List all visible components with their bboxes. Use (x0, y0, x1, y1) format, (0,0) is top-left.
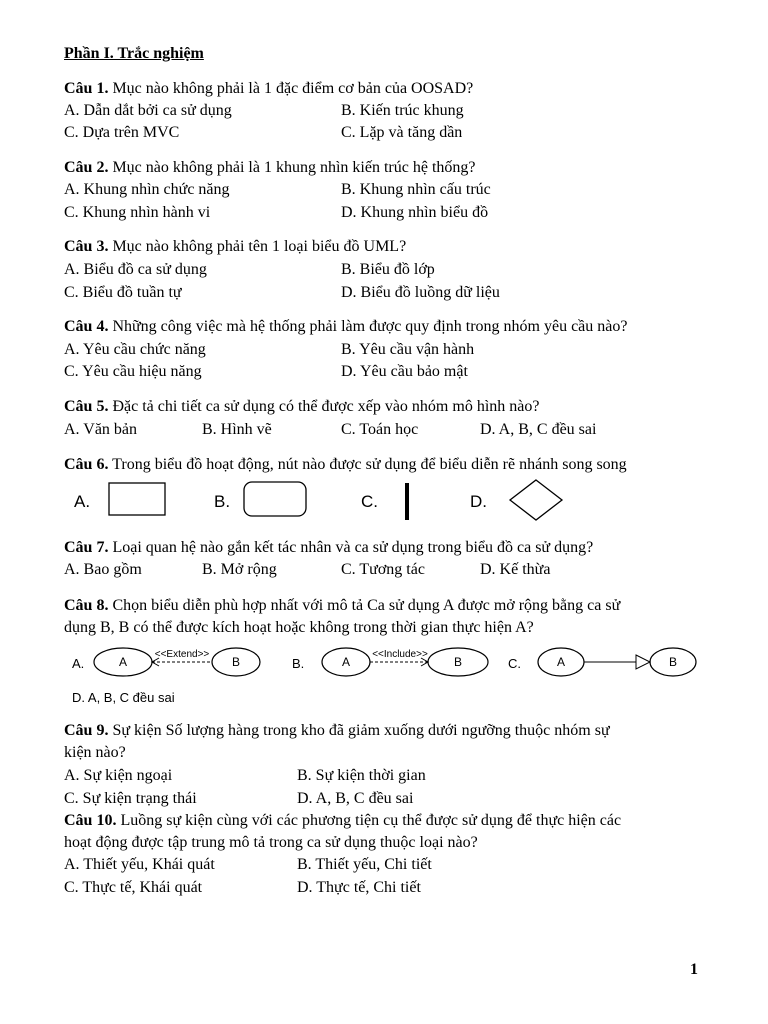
page-number: 1 (690, 961, 698, 978)
question-text: Luồng sự kiện cùng với các phương tiện cụ thể được sử dụng để thực hiện các (120, 812, 622, 829)
use-case-a-label: A (118, 655, 128, 669)
fork-bar-node (405, 483, 409, 520)
diagram-a (94, 648, 260, 676)
option[interactable]: D. A, B, C đều sai (480, 421, 597, 438)
option[interactable]: D. Kế thừa (480, 561, 551, 578)
question-label: Câu 3. (64, 238, 109, 255)
question-text: Đặc tả chi tiết ca sử dụng có thể được xếp vào nhóm mô hình nào? (112, 398, 540, 415)
option[interactable]: D. (470, 492, 487, 511)
option[interactable]: A. Bao gồm (64, 561, 142, 578)
option[interactable]: C. Thực tế, Khái quát (64, 879, 203, 896)
option[interactable]: B. Sự kiện thời gian (297, 767, 426, 784)
use-case-b-label: B (453, 655, 463, 669)
option[interactable]: C. Yêu cầu hiệu năng (64, 363, 202, 380)
option[interactable]: C. Toán học (341, 421, 419, 438)
question-text: Trong biểu đồ hoạt động, nút nào được sử dụng để biểu diễn rẽ nhánh song song (112, 456, 627, 473)
option[interactable]: C. Lặp và tăng dần (341, 124, 463, 141)
option[interactable]: B. Hình vẽ (202, 421, 272, 438)
question-label: Câu 10. (64, 812, 117, 829)
question-label: Câu 1. (64, 80, 109, 97)
option[interactable]: B. Thiết yếu, Chi tiết (297, 856, 432, 873)
question-text: Loại quan hệ nào gắn kết tác nhân và ca sử dụng trong biểu đồ ca sử dụng? (112, 539, 594, 556)
option[interactable]: B. Yêu cầu vận hành (341, 341, 475, 358)
question-6 (64, 455, 627, 475)
question-text: Những công việc mà hệ thống phải làm được quy định trong nhóm yêu cầu nào? (112, 318, 628, 335)
option[interactable]: D. A, B, C đều sai (297, 790, 414, 807)
option[interactable]: C. Biểu đồ tuần tự (64, 284, 182, 301)
activity-node-figures (0, 476, 768, 526)
use-case-b-label: B (668, 655, 678, 669)
option[interactable]: A. Biểu đồ ca sử dụng (64, 261, 207, 278)
option[interactable]: C. (361, 492, 378, 511)
question-1 (64, 79, 473, 99)
question-text: Mục nào không phải tên 1 loại biểu đồ UML? (112, 238, 407, 255)
option[interactable]: B. Biểu đồ lớp (341, 261, 435, 278)
question-4 (64, 317, 627, 337)
question-9 (64, 721, 610, 741)
option[interactable]: B. Khung nhìn cấu trúc (341, 181, 491, 198)
option[interactable]: B. Kiến trúc khung (341, 102, 464, 119)
option[interactable]: C. Tương tác (341, 561, 425, 578)
option[interactable]: A. Khung nhìn chức năng (64, 181, 230, 198)
question-2 (64, 158, 476, 178)
question-text-line-2: dụng B, B có thể được kích hoạt hoặc không trong thời gian thực hiện A? (64, 619, 534, 636)
question-8 (64, 596, 620, 616)
option[interactable]: A. Yêu cầu chức năng (64, 341, 206, 358)
option[interactable]: A. Dẫn dắt bởi ca sử dụng (64, 102, 232, 119)
hollow-triangle-icon (636, 655, 650, 669)
use-case-a-label: A (341, 655, 351, 669)
question-text-line-2: hoạt động được tập trung mô tả trong ca sử dụng thuộc loại nào? (64, 834, 478, 851)
option[interactable]: B. Mở rộng (202, 561, 277, 578)
option[interactable]: D. Biểu đồ luồng dữ liệu (341, 284, 500, 301)
diagram-b (322, 648, 488, 676)
rounded-rect-node (244, 482, 306, 516)
question-text: Mục nào không phải là 1 khung nhìn kiến trúc hệ thống? (112, 159, 476, 176)
decision-diamond-node (510, 480, 562, 520)
question-10 (64, 811, 621, 831)
option[interactable]: D. Yêu cầu bảo mật (341, 363, 468, 380)
option[interactable]: D. A, B, C đều sai (72, 690, 175, 705)
question-label: Câu 9. (64, 722, 109, 739)
extend-stereotype: <<Extend>> (154, 649, 210, 660)
section-title: Phần I. Trắc nghiệm (64, 45, 204, 62)
option[interactable]: A. Văn bản (64, 421, 138, 438)
option[interactable]: C. Sự kiện trạng thái (64, 790, 197, 807)
question-3 (64, 237, 406, 257)
question-text: Sự kiện Số lượng hàng trong kho đã giảm xuống dưới ngưỡng thuộc nhóm sự (112, 722, 610, 739)
question-label: Câu 8. (64, 597, 109, 614)
option[interactable]: C. Khung nhìn hành vi (64, 204, 211, 221)
option[interactable]: C. Dựa trên MVC (64, 124, 180, 141)
use-case-a-label: A (556, 655, 566, 669)
question-text: Mục nào không phải là 1 đặc điểm cơ bản của OOSAD? (112, 80, 474, 97)
question-label: Câu 4. (64, 318, 109, 335)
question-label: Câu 6. (64, 456, 109, 473)
question-text-line-2: kiện nào? (64, 744, 126, 761)
option[interactable]: D. Thực tế, Chi tiết (297, 879, 421, 896)
question-label: Câu 5. (64, 398, 109, 415)
option[interactable]: A. Sự kiện ngoại (64, 767, 173, 784)
diagram-c (538, 648, 696, 676)
question-label: Câu 7. (64, 539, 109, 556)
question-7 (64, 538, 593, 558)
include-stereotype: <<Include>> (372, 649, 428, 660)
question-5 (64, 397, 539, 417)
use-case-b-label: B (231, 655, 241, 669)
option[interactable]: B. (214, 492, 231, 511)
option[interactable]: A. Thiết yếu, Khái quát (64, 856, 215, 873)
question-label: Câu 2. (64, 159, 109, 176)
use-case-diagrams (0, 640, 768, 686)
action-node-rect (109, 483, 165, 515)
option[interactable]: A. (74, 492, 91, 511)
option[interactable]: A. (72, 656, 85, 671)
option[interactable]: C. (508, 656, 521, 671)
question-text: Chọn biểu diễn phù hợp nhất với mô tả Ca sử dụng A được mở rộng bằng ca sử (112, 597, 621, 614)
option[interactable]: B. (292, 656, 305, 671)
option[interactable]: D. Khung nhìn biểu đồ (341, 204, 489, 221)
